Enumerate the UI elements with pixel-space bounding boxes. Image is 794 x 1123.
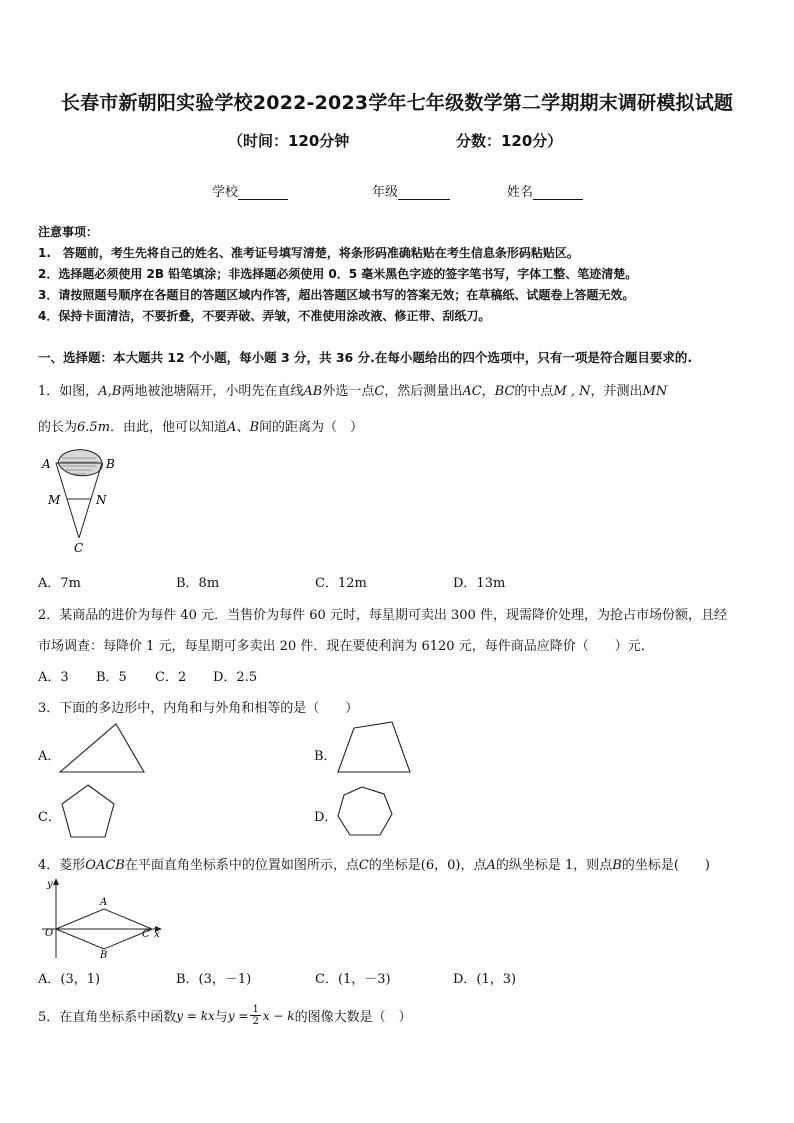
q1-text: 1．如图， [38, 384, 99, 399]
note-item: 3．请按照题号顺序在各题目的答题区域内作答，超出答题区域书写的答案无效；在草稿纸、试题卷上答题无效。 [38, 288, 635, 302]
heptagon-figure [334, 784, 396, 842]
label-c: C [74, 541, 84, 555]
grade-label: 年级 [372, 185, 399, 200]
q2-option-a[interactable]: A．3 [38, 670, 69, 685]
heptagon-shape [338, 787, 392, 835]
q2-option-d[interactable]: D．2.5 [213, 670, 258, 685]
grade-blank [398, 185, 450, 200]
q5-text: 与 [214, 1010, 228, 1025]
q1-var: A [227, 420, 237, 435]
label-o: O [45, 928, 54, 939]
q1-option-c[interactable]: C．12m [315, 576, 367, 591]
q1-var: 6.5m [77, 420, 111, 435]
q4-option-d[interactable]: D．(1，3) [453, 972, 517, 987]
pond-triangle-figure [36, 448, 126, 560]
q1-option-a[interactable]: A．7m [38, 576, 81, 591]
q1-text: 的中点 [514, 384, 554, 399]
note-item: 2．选择题必须使用 2B 铅笔填涂；非选择题必须使用 0．5 毫米黑色字迹的签字笔书写，字体工整、笔迹清楚。 [38, 267, 638, 281]
q1-option-b[interactable]: B．8m [176, 576, 220, 591]
quadrilateral-shape [338, 722, 410, 772]
q1-text: ．由此，他可以知道 [110, 420, 228, 435]
q5-text: 5．在直角坐标系中函数 [38, 1010, 177, 1025]
label-b: B [100, 950, 108, 960]
q4-text: 的坐标是(6，0)，点 [368, 858, 487, 873]
label-y: y [47, 879, 53, 890]
q4-var: B [612, 858, 622, 873]
pentagon-shape [62, 785, 114, 837]
school-label: 学校 [212, 185, 239, 200]
triangle-shape [60, 724, 144, 772]
fraction-denominator: 2 [252, 1016, 259, 1027]
q1-var: M , N [553, 384, 591, 399]
q5-formula: y = [227, 1008, 249, 1023]
y-axis-arrow [53, 878, 59, 885]
q4-option-b[interactable]: B．(3，－1) [176, 972, 252, 987]
q1-text: ，然后测量出 [384, 384, 463, 399]
triangle-figure [58, 720, 148, 776]
q1-var: BC [494, 384, 515, 399]
pentagon-figure [58, 782, 118, 842]
notes-block [38, 222, 637, 327]
label-a: A [100, 897, 108, 908]
q1-var: MN [642, 384, 668, 399]
question-5 [38, 1004, 412, 1027]
q5-formula: x − k [262, 1008, 295, 1023]
question-1-line-2 [38, 416, 363, 435]
label-b: B [106, 457, 115, 471]
notes-heading: 注意事项： [38, 225, 99, 239]
question-2-line-2: 市场调查：每降价 1 元，每星期可多卖出 20 件．现在要使利润为 6120 元，每件商品应降价（ ）元． [38, 639, 654, 654]
question-1-line-1 [38, 380, 667, 399]
q1-text: ，并测出 [590, 384, 643, 399]
grade-field [372, 181, 450, 200]
q3-option-b[interactable]: B． [314, 749, 337, 764]
q4-var: OACB [85, 858, 125, 873]
label-x: x [154, 929, 160, 940]
page-title: 长春市新朝阳实验学校2022-2023学年七年级数学第二学期期末调研模拟试题 [60, 92, 734, 114]
fraction-numerator: 1 [252, 1004, 259, 1015]
q4-text: 4．菱形 [38, 858, 86, 873]
label-m: M [48, 493, 61, 507]
rhombus-coordinate-figure [36, 874, 168, 960]
question-3: 3．下面的多边形中，内角和与外角和相等的是（ ） [38, 701, 359, 716]
name-label: 姓名 [507, 185, 534, 200]
q1-var: C [374, 384, 385, 399]
q1-var: AC [462, 384, 482, 399]
q1-text: 的长为 [38, 420, 78, 435]
q3-option-a[interactable]: A． [38, 749, 61, 764]
label-n: N [96, 493, 107, 507]
question-2-line-1: 2．某商品的进价为每件 40 元．当售价为每件 60 元时，每星期可卖出 300 件，现需降价处理，为抢占市场份额，且经 [38, 608, 727, 623]
q3-option-c[interactable]: C． [38, 810, 61, 825]
q1-option-d[interactable]: D．13m [453, 576, 506, 591]
question-4 [38, 854, 710, 873]
q1-text: 间的距离为（ ） [259, 420, 364, 435]
section-heading: 一、选择题：本大题共 12 个小题，每小题 3 分，共 36 分.在每小题给出的四个选项中，只有一项是符合题目要求的. [38, 350, 693, 365]
q1-text: 、 [236, 420, 250, 435]
q1-var: B [249, 420, 260, 435]
q4-var: A [486, 858, 496, 873]
name-field [507, 181, 583, 200]
q2-option-b[interactable]: B．5 [96, 670, 127, 685]
note-item: 1. 答题前，考生先将自己的姓名、准考证号填写清楚，将条形码准确粘贴在考生信息条形码粘贴区。 [38, 246, 579, 260]
label-c: C [142, 929, 150, 940]
school-field [212, 181, 288, 200]
name-blank [533, 185, 583, 200]
note-item: 4．保持卡面清洁，不要折叠，不要弄破、弄皱，不准使用涂改液、修正带、刮纸刀。 [38, 309, 491, 323]
q4-text: 的坐标是( ) [621, 858, 710, 873]
quadrilateral-figure [334, 720, 414, 776]
score-label: 分数：120分） [456, 132, 563, 150]
time-label: （时间：120分钟 [228, 132, 350, 150]
q1-var: A,B [98, 384, 122, 399]
q4-option-a[interactable]: A．(3，1) [38, 972, 101, 987]
q4-var: C [358, 858, 369, 873]
q1-var: AB [303, 384, 323, 399]
q5-text: 的图像大数是（ ） [294, 1010, 412, 1025]
school-blank [238, 185, 288, 200]
q1-text: 外选一点 [322, 384, 375, 399]
q2-option-c[interactable]: C．2 [155, 670, 187, 685]
label-a: A [42, 457, 51, 471]
q1-text: ， [481, 384, 495, 399]
q3-option-d[interactable]: D． [314, 810, 338, 825]
q4-text: 在平面直角坐标系中的位置如图所示，点 [124, 858, 359, 873]
q5-formula: y = kx [176, 1008, 215, 1023]
q4-option-c[interactable]: C．(1，－3) [315, 972, 391, 987]
q5-fraction [250, 1004, 260, 1027]
q1-text: 两地被池塘隔开，小明先在直线 [121, 384, 304, 399]
q4-text: 的纵坐标是 1，则点 [495, 858, 613, 873]
